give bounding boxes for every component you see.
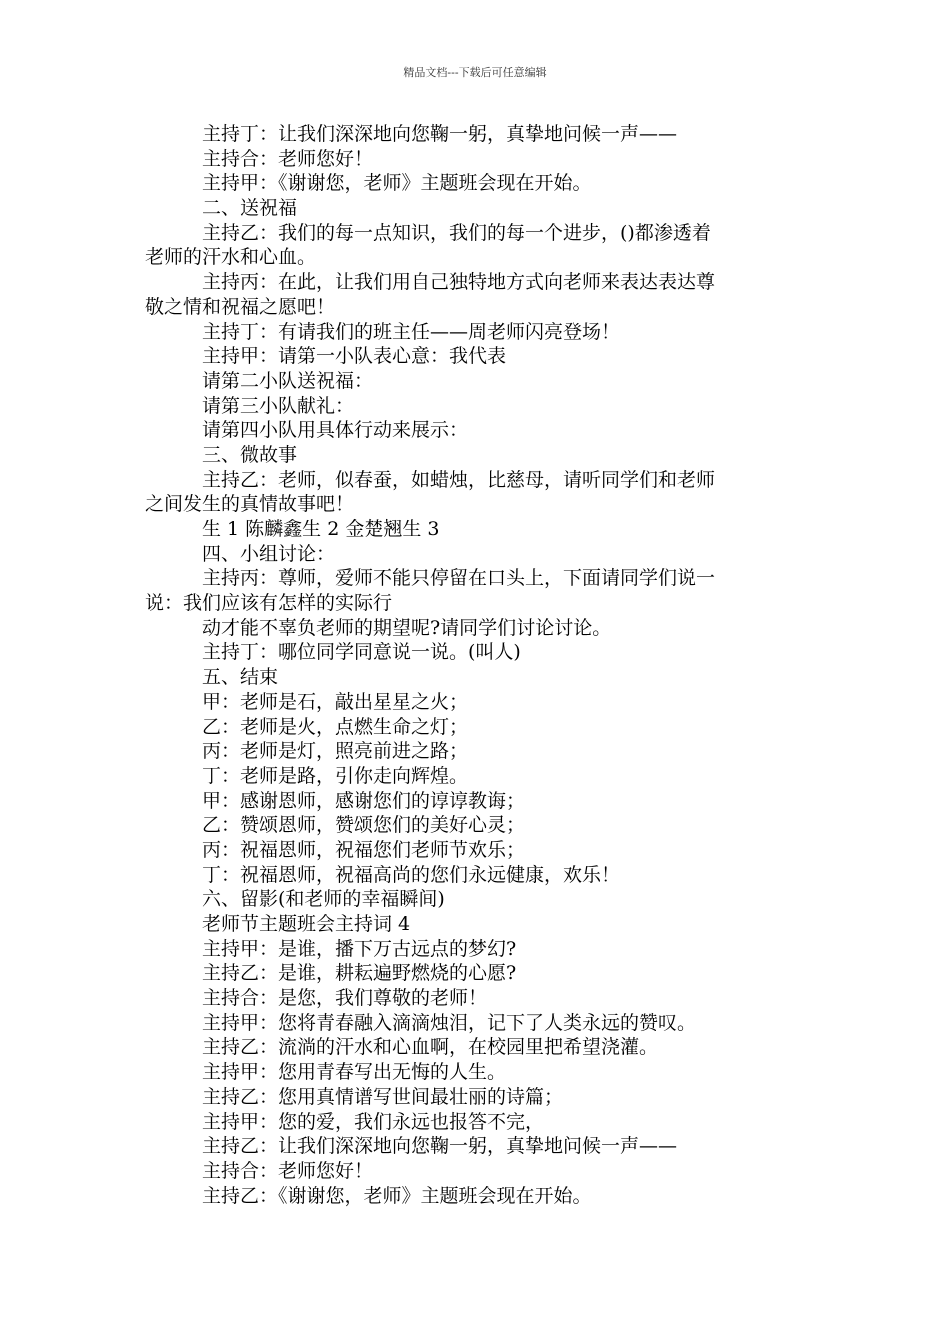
text-line: 主持合：是您，我们尊敬的老师！ — [202, 987, 488, 1010]
text-line: 主持丁：让我们深深地向您鞠一躬，真挚地问候一声—— — [202, 123, 678, 145]
text-line: 乙：老师是火，点燃生命之灯； — [202, 715, 469, 738]
text-line: 请第三小队献礼： — [202, 394, 355, 417]
text-line: 主持合：老师您好！ — [202, 147, 374, 170]
text-line: 乙：赞颂恩师，赞颂您们的美好心灵； — [202, 814, 526, 837]
text-line: 主持乙：流淌的汗水和心血啊，在校园里把希望浇灌。 — [202, 1036, 659, 1059]
text-line: 主持甲：请第一小队表心意：我代表 — [202, 345, 507, 368]
text-line: 主持丁：有请我们的班主任——周老师闪亮登场！ — [202, 320, 621, 343]
text-line: 主持乙：是谁，耕耘遍野燃烧的心愿? — [202, 962, 517, 985]
document-body — [145, 122, 810, 1208]
text-line: 请第二小队送祝福： — [202, 369, 374, 392]
text-line: 丁：祝福恩师，祝福高尚的您们永远健康，欢乐！ — [202, 863, 621, 886]
text-line: 主持丙：在此，让我们用自己独特地方式向老师来表达表达尊 — [202, 271, 716, 294]
text-line: 二、送祝福 — [202, 197, 298, 220]
text-line: 主持乙：让我们深深地向您鞠一躬，真挚地问候一声—— — [202, 1135, 678, 1158]
page-header: 精品文档---下载后可任意编辑 — [403, 66, 547, 79]
text-line: 五、结束 — [202, 666, 279, 689]
text-line: 甲：老师是石，敲出星星之火； — [202, 690, 469, 713]
text-line: 六、留影(和老师的幸福瞬间) — [202, 888, 445, 911]
text-line: 丙：祝福恩师，祝福您们老师节欢乐； — [202, 838, 526, 861]
text-line: 主持乙：我们的每一点知识，我们的每一个进步，()都渗透着 — [202, 221, 711, 244]
text-line: 生 1 陈麟鑫生 2 金楚翘生 3 — [202, 518, 440, 540]
text-line: 三、微故事 — [202, 443, 298, 466]
text-line: 敬之情和祝福之愿吧！ — [145, 295, 336, 318]
text-line: 老师的汗水和心血。 — [145, 246, 317, 269]
text-line: 主持合：老师您好！ — [202, 1159, 374, 1182]
text-line: 主持甲：《谢谢您，老师》主题班会现在开始。 — [202, 172, 592, 195]
text-line: 甲：感谢恩师，感谢您们的谆谆教诲； — [202, 789, 526, 812]
text-line: 主持乙：老师，似春蚕，如蜡烛，比慈母，请听同学们和老师 — [202, 468, 716, 491]
text-line: 主持乙：《谢谢您，老师》主题班会现在开始。 — [202, 1184, 592, 1207]
text-line: 丁：老师是路，引你走向辉煌。 — [202, 764, 469, 787]
text-line: 主持甲：是谁，播下万古远点的梦幻? — [202, 937, 517, 960]
text-line: 动才能不辜负老师的期望呢?请同学们讨论讨论。 — [202, 616, 612, 639]
text-line: 四、小组讨论： — [202, 542, 336, 565]
text-line: 主持乙：您用真情谱写世间最壮丽的诗篇； — [202, 1085, 564, 1108]
text-line: 主持甲：您将青春融入滴滴烛泪，记下了人类永远的赞叹。 — [202, 1011, 697, 1034]
text-line: 说：我们应该有怎样的实际行 — [145, 592, 393, 615]
text-line: 请第四小队用具体行动来展示： — [202, 419, 469, 442]
text-line: 主持丙：尊师，爱师不能只停留在口头上，下面请同学们说一 — [202, 567, 716, 590]
text-line: 主持甲：您用青春写出无悔的人生。 — [202, 1061, 507, 1084]
text-line: 丙：老师是灯，照亮前进之路； — [202, 740, 469, 763]
text-line: 老师节主题班会主持词 4 — [202, 913, 411, 935]
text-line: 主持甲：您的爱，我们永远也报答不完， — [202, 1110, 545, 1133]
text-line: 之间发生的真情故事吧！ — [145, 493, 355, 516]
text-line: 主持丁：哪位同学同意说一说。(叫人) — [202, 641, 521, 664]
